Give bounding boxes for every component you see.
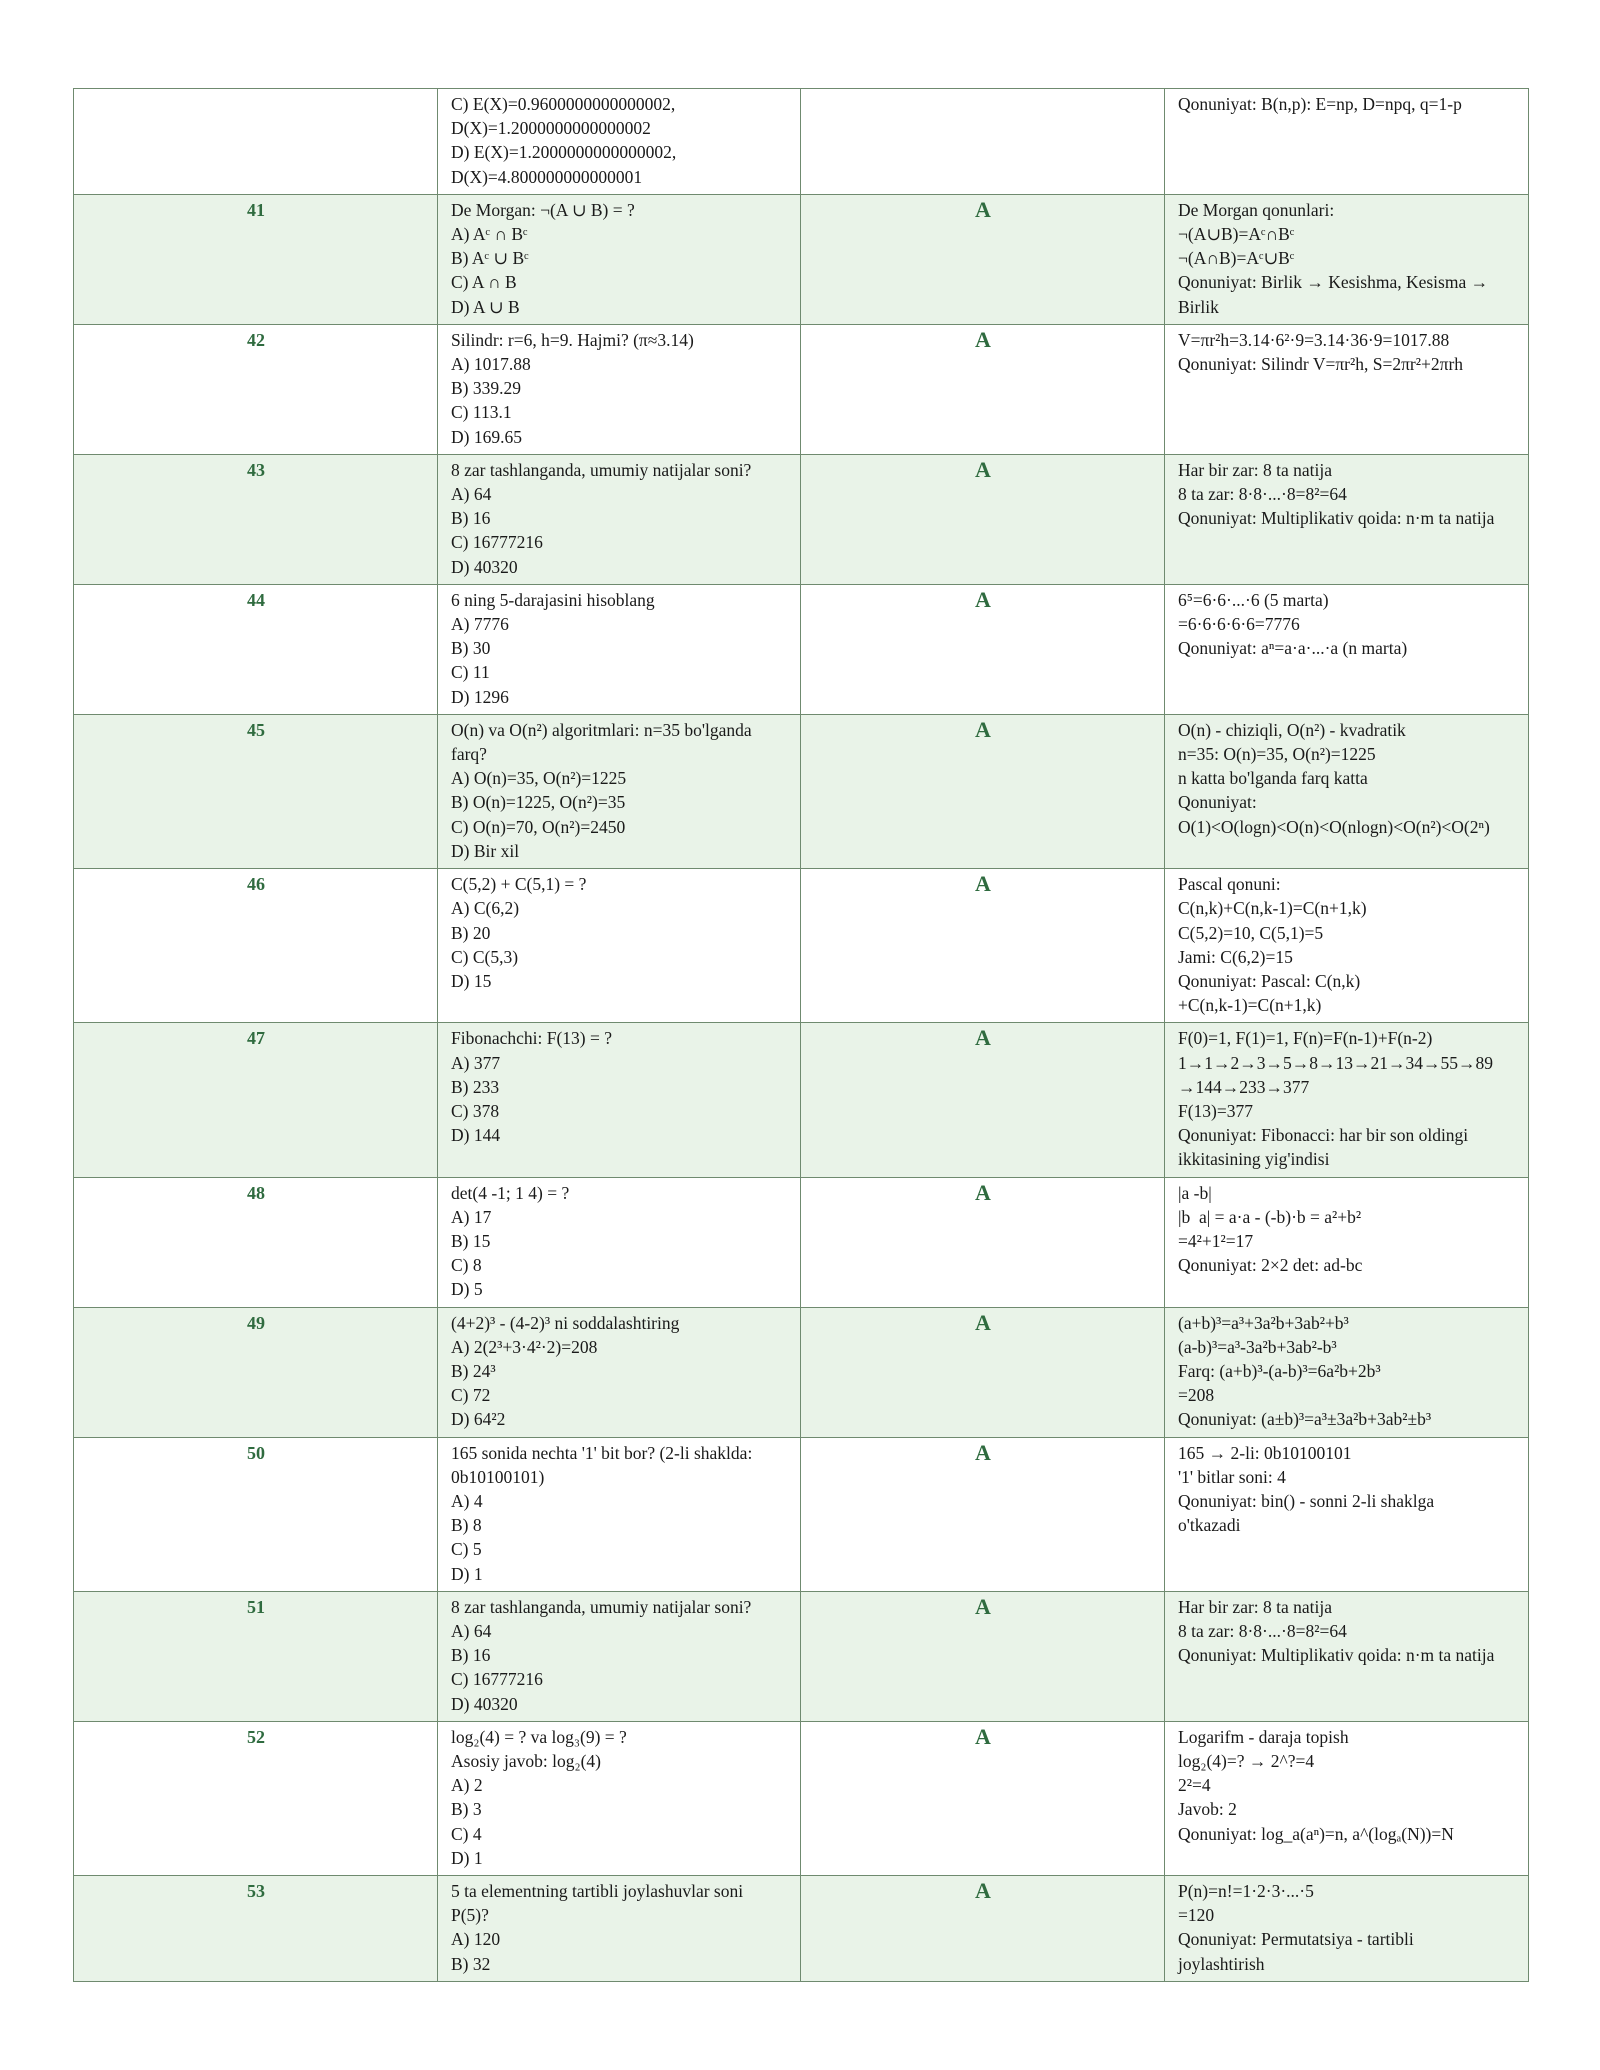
answer-cell: A [801,1437,1165,1591]
explanation-line: Pascal qonuni: [1178,874,1281,895]
question-line: C) 4 [451,1823,482,1844]
explanation-line: n=35: O(n)=35, O(n²)=1225 [1178,744,1376,765]
explanation-cell [1165,584,1529,714]
explanation-line: Qonuniyat: Fibonacci: har bir son oldingi [1178,1125,1469,1146]
explanation-line: |a -b| [1178,1182,1212,1203]
explanation-line: Qonuniyat: aⁿ=a·a·...·a (n marta) [1178,638,1408,659]
explanation-line: C(n,k)+C(n,k-1)=C(n+1,k) [1178,898,1367,919]
question-line: A) Aᶜ ∩ Bᶜ [451,224,528,245]
question-line: B) 233 [451,1076,500,1097]
answer-cell: A [801,1177,1165,1307]
answer-cell: A [801,1307,1165,1437]
question-line: log₂(4) = ? va log₃(9) = ? [451,1726,627,1747]
explanation-line: Qonuniyat: 2×2 det: ad-bc [1178,1255,1363,1276]
explanation-line: Qonuniyat: (a±b)³=a³±3a²b+3ab²±b³ [1178,1409,1432,1430]
explanation-cell [1165,89,1529,195]
table-row [74,1023,1529,1177]
question-cell [438,714,801,868]
explanation-line: Qonuniyat: B(n,p): E=np, D=npq, q=1-p [1178,94,1462,114]
answer-cell: A [801,1721,1165,1875]
question-number: 43 [74,454,438,584]
table-row [74,1876,1529,1982]
answer-cell: A [801,584,1165,714]
question-line: A) 64 [451,484,492,505]
explanation-line: Javob: 2 [1178,1799,1237,1820]
question-line: C) 5 [451,1539,482,1560]
explanation-line: Qonuniyat: Multiplikativ qoida: n·m ta natija [1178,1645,1495,1666]
question-line: De Morgan: ¬(A ∪ B) = ? [451,199,635,220]
explanation-line: 8 ta zar: 8·8·...·8=8²=64 [1178,484,1347,505]
question-line: C) E(X)=0.9600000000000002, [451,94,676,114]
explanation-line: C(5,2)=10, C(5,1)=5 [1178,922,1324,943]
questions-table-body [74,89,1529,1982]
explanation-line: F(0)=1, F(1)=1, F(n)=F(n-1)+F(n-2) [1178,1028,1433,1049]
question-line: 0b10100101) [451,1466,545,1487]
explanation-line: 2²=4 [1178,1775,1211,1796]
explanation-line: O(n) - chiziqli, O(n²) - kvadratik [1178,719,1406,740]
question-number: 41 [74,194,438,324]
table-row [74,1307,1529,1437]
question-line: A) 2(2³+3·4²·2)=208 [451,1336,598,1357]
question-line: B) O(n)=1225, O(n²)=35 [451,792,626,813]
question-line: B) 3 [451,1799,482,1820]
question-line: C) A ∩ B [451,272,517,293]
question-cell [438,1876,801,1982]
explanation-line: =208 [1178,1385,1215,1406]
question-cell [438,1437,801,1591]
question-line: A) 7776 [451,614,509,635]
answer-cell: A [801,869,1165,1023]
question-line: D) 1 [451,1563,483,1584]
explanation-line: V=πr²h=3.14·6²·9=3.14·36·9=1017.88 [1178,329,1450,350]
question-line: D) E(X)=1.2000000000000002, [451,142,677,163]
question-line: 5 ta elementning tartibli joylashuvlar soni [451,1881,744,1902]
question-number: 51 [74,1591,438,1721]
question-line: B) Aᶜ ∪ Bᶜ [451,248,529,269]
explanation-line: o'tkazadi [1178,1515,1241,1536]
explanation-line: '1' bitlar soni: 4 [1178,1466,1286,1487]
question-cell [438,584,801,714]
question-number: 52 [74,1721,438,1875]
question-line: C) O(n)=70, O(n²)=2450 [451,816,626,837]
explanation-cell [1165,194,1529,324]
question-line: B) 16 [451,1645,491,1666]
explanation-cell [1165,714,1529,868]
question-cell [438,1177,801,1307]
table-row [74,1591,1529,1721]
explanation-line: Qonuniyat: log_a(aⁿ)=n, a^(logₐ(N))=N [1178,1823,1454,1844]
explanation-cell [1165,1437,1529,1591]
table-row [74,89,1529,195]
question-cell [438,89,801,195]
question-cell [438,324,801,454]
explanation-line: ikkitasining yig'indisi [1178,1149,1330,1170]
question-line: A) 1017.88 [451,354,531,375]
explanation-line: =6·6·6·6·6=7776 [1178,614,1300,635]
explanation-line: Qonuniyat: Pascal: C(n,k) [1178,970,1361,991]
table-row [74,714,1529,868]
question-line: O(n) va O(n²) algoritmlari: n=35 bo'lganda [451,719,752,740]
explanation-cell [1165,1721,1529,1875]
question-line: A) 377 [451,1052,501,1073]
explanation-line: Qonuniyat: Silindr V=πr²h, S=2πr²+2πrh [1178,354,1464,375]
explanation-cell [1165,324,1529,454]
question-line: C) 11 [451,662,490,683]
question-line: B) 8 [451,1515,482,1536]
explanation-line: 165 → 2-li: 0b10100101 [1178,1442,1352,1463]
question-cell [438,869,801,1023]
explanation-line: Qonuniyat: bin() - sonni 2-li shaklga [1178,1490,1435,1511]
question-line: D) 5 [451,1279,483,1300]
answer-cell: A [801,1876,1165,1982]
question-cell [438,1591,801,1721]
question-number: 48 [74,1177,438,1307]
question-number: 45 [74,714,438,868]
explanation-line: (a+b)³=a³+3a²b+3ab²+b³ [1178,1312,1349,1333]
question-line: A) O(n)=35, O(n²)=1225 [451,768,627,789]
question-number: 42 [74,324,438,454]
question-line: C(5,2) + C(5,1) = ? [451,874,587,895]
explanation-line: Har bir zar: 8 ta natija [1178,459,1333,480]
question-line: C) 8 [451,1255,482,1276]
question-line: 8 zar tashlanganda, umumiy natijalar soni? [451,1596,752,1617]
explanation-line: Birlik [1178,296,1219,317]
explanation-line: 1→1→2→3→5→8→13→21→34→55→89 [1178,1052,1493,1073]
question-line: D) 15 [451,970,492,991]
explanation-line: P(n)=n!=1·2·3·...·5 [1178,1881,1314,1902]
question-number: 44 [74,584,438,714]
table-row [74,324,1529,454]
question-line: D) 144 [451,1125,501,1146]
explanation-line: Jami: C(6,2)=15 [1178,946,1293,967]
explanation-line: +C(n,k-1)=C(n+1,k) [1178,995,1322,1016]
explanation-line: Logarifm - daraja topish [1178,1726,1349,1747]
question-line: A) 2 [451,1775,483,1796]
explanation-line: n katta bo'lganda farq katta [1178,768,1368,789]
question-line: D) 40320 [451,1693,518,1714]
question-cell [438,1023,801,1177]
question-line: C) 72 [451,1385,491,1406]
explanation-cell [1165,1876,1529,1982]
question-line: B) 339.29 [451,378,521,399]
explanation-line: Qonuniyat: Permutatsiya - tartibli [1178,1929,1414,1950]
table-row [74,1721,1529,1875]
question-line: A) 17 [451,1206,492,1227]
explanation-line: (a-b)³=a³-3a²b+3ab²-b³ [1178,1336,1337,1357]
question-cell [438,454,801,584]
question-line: D(X)=1.2000000000000002 [451,118,651,139]
explanation-line: ¬(A∪B)=Aᶜ∩Bᶜ [1178,224,1295,245]
explanation-line: Qonuniyat: Birlik → Kesishma, Kesisma → [1178,272,1489,293]
question-number [74,89,438,195]
question-line: P(5)? [451,1905,489,1926]
question-number: 47 [74,1023,438,1177]
explanation-line: F(13)=377 [1178,1100,1254,1121]
question-line: D) 169.65 [451,426,522,447]
question-line: B) 32 [451,1953,491,1974]
question-line: C) 16777216 [451,532,543,553]
explanation-line: O(1)<O(logn)<O(n)<O(nlogn)<O(n²)<O(2ⁿ) [1178,816,1490,837]
question-line: 165 sonida nechta '1' bit bor? (2-li shaklda: [451,1442,753,1463]
question-number: 49 [74,1307,438,1437]
explanation-line: 8 ta zar: 8·8·...·8=8²=64 [1178,1620,1347,1641]
question-line: A) 120 [451,1929,501,1950]
question-number: 50 [74,1437,438,1591]
question-number: 46 [74,869,438,1023]
question-line: Silindr: r=6, h=9. Hajmi? (π≈3.14) [451,329,694,350]
table-row [74,1437,1529,1591]
question-line: (4+2)³ - (4-2)³ ni soddalashtiring [451,1312,680,1333]
answer-cell: A [801,194,1165,324]
question-line: A) 4 [451,1490,483,1511]
question-line: D) 1 [451,1847,483,1868]
question-line: B) 16 [451,508,491,529]
questions-table [73,88,1529,1982]
table-row [74,194,1529,324]
answer-cell: A [801,454,1165,584]
explanation-line: log₂(4)=? → 2^?=4 [1178,1751,1315,1771]
question-line: det(4 -1; 1 4) = ? [451,1182,570,1203]
question-line: B) 30 [451,638,491,659]
question-line: C) 378 [451,1100,500,1121]
question-line: Fibonachchi: F(13) = ? [451,1028,613,1049]
question-cell [438,194,801,324]
table-row [74,454,1529,584]
question-line: B) 15 [451,1230,491,1251]
explanation-line: 6⁵=6·6·...·6 (5 marta) [1178,589,1329,610]
question-line: D) 64²2 [451,1409,506,1430]
question-line: B) 24³ [451,1360,496,1381]
question-line: C) 113.1 [451,402,512,423]
question-line: C) 16777216 [451,1669,543,1690]
question-line: D) Bir xil [451,840,520,861]
question-cell [438,1721,801,1875]
explanation-line: =120 [1178,1905,1215,1926]
explanation-line: →144→233→377 [1178,1076,1310,1097]
explanation-line: Qonuniyat: [1178,792,1257,813]
explanation-cell [1165,454,1529,584]
question-line: D) 1296 [451,686,509,707]
table-row [74,1177,1529,1307]
explanation-cell [1165,1177,1529,1307]
question-line: D) A ∪ B [451,296,520,317]
question-number: 53 [74,1876,438,1982]
explanation-line: =4²+1²=17 [1178,1230,1254,1251]
answer-cell: A [801,1591,1165,1721]
explanation-line: Farq: (a+b)³-(a-b)³=6a²b+2b³ [1178,1360,1381,1381]
answer-cell: A [801,714,1165,868]
answer-cell: A [801,324,1165,454]
explanation-line: ¬(A∩B)=Aᶜ∪Bᶜ [1178,248,1295,269]
explanation-cell [1165,1023,1529,1177]
question-line: 8 zar tashlanganda, umumiy natijalar soni? [451,459,752,480]
question-line: farq? [451,744,487,765]
table-row [74,584,1529,714]
explanation-line: |b a| = a·a - (-b)·b = a²+b² [1178,1206,1362,1227]
question-line: A) C(6,2) [451,898,520,919]
explanation-line: joylashtirish [1178,1953,1265,1974]
table-row [74,869,1529,1023]
question-line: A) 64 [451,1620,492,1641]
explanation-line: Har bir zar: 8 ta natija [1178,1596,1333,1617]
question-line: B) 20 [451,922,491,943]
explanation-cell [1165,1591,1529,1721]
question-line: 6 ning 5-darajasini hisoblang [451,589,655,610]
question-line: C) C(5,3) [451,946,519,967]
explanation-line: De Morgan qonunlari: [1178,199,1335,220]
question-cell [438,1307,801,1437]
answer-cell [801,89,1165,195]
explanation-cell [1165,869,1529,1023]
answer-cell: A [801,1023,1165,1177]
explanation-cell [1165,1307,1529,1437]
explanation-line: Qonuniyat: Multiplikativ qoida: n·m ta natija [1178,508,1495,529]
question-line: Asosiy javob: log₂(4) [451,1751,601,1771]
question-line: D) 40320 [451,556,518,577]
question-line: D(X)=4.800000000000001 [451,166,643,187]
